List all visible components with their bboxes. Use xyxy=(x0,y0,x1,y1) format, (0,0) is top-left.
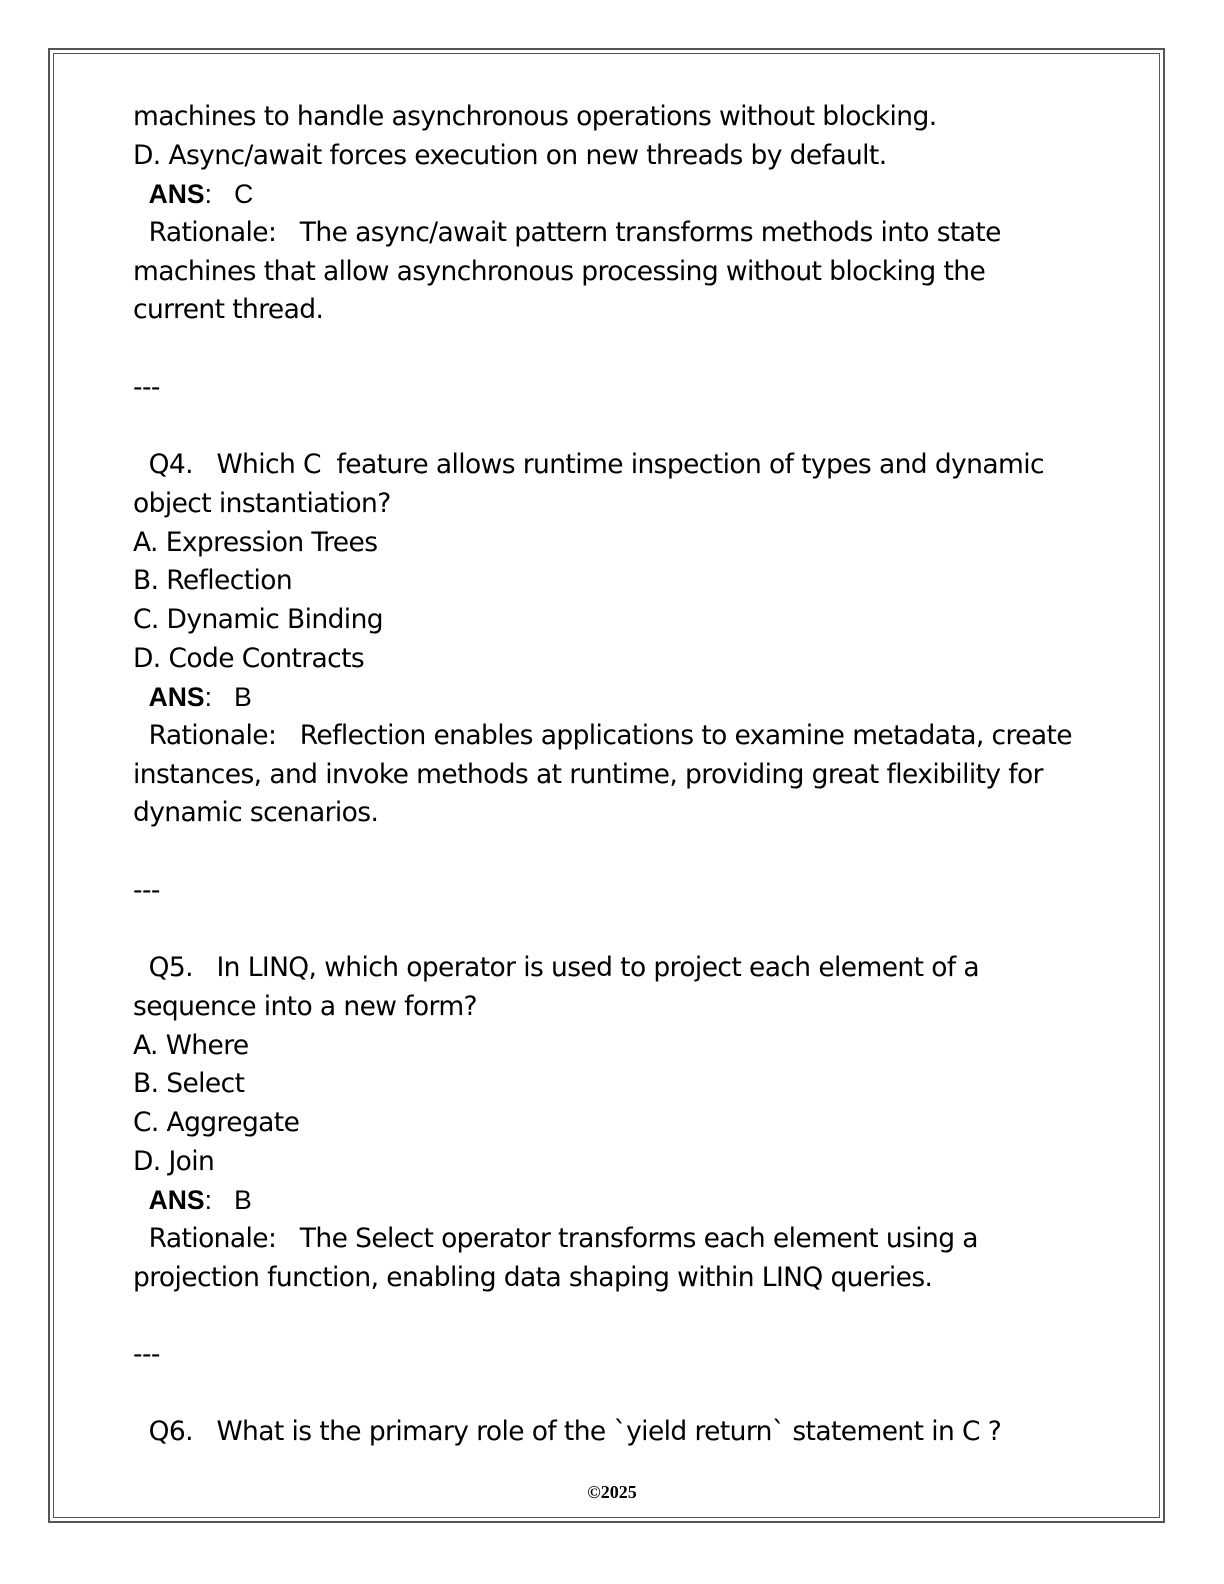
answer-value: C xyxy=(234,179,254,210)
separator: --- xyxy=(133,1339,160,1370)
spacer xyxy=(133,408,1093,447)
text-line: instances, and invoke methods at runtime, providing great flexibility for xyxy=(133,758,1043,790)
answer-label: ANS xyxy=(148,682,205,713)
option-c-q4: C. Dynamic Binding xyxy=(133,603,383,635)
option-d-q3: D. Async/await forces execution on new threads by default. xyxy=(133,139,887,171)
text-line: current thread. xyxy=(133,294,324,326)
separator: --- xyxy=(133,371,160,403)
text-line: dynamic scenarios. xyxy=(133,797,379,829)
answer-q4: ANS: B xyxy=(148,682,252,713)
copyright-footer: ©2025 xyxy=(587,1482,637,1502)
question-q4: Q4. Which C feature allows runtime inspection of types and dynamic xyxy=(133,449,1044,481)
rationale-q3: Rationale: The async/await pattern transforms methods into state xyxy=(133,217,1001,249)
text-line: object instantiation? xyxy=(133,487,391,519)
answer-q5: ANS: B xyxy=(148,1185,252,1216)
option-a-q5: A. Where xyxy=(133,1029,249,1061)
answer-value: B xyxy=(234,1185,252,1216)
text-line: machines that allow asynchronous processing without blocking the xyxy=(133,255,986,287)
answer-q3: ANS: C xyxy=(148,179,254,210)
answer-label: ANS xyxy=(148,179,205,210)
separator: --- xyxy=(133,874,160,906)
spacer xyxy=(133,910,1093,949)
option-b-q5: B. Select xyxy=(133,1068,245,1100)
option-b-q4: B. Reflection xyxy=(133,565,293,597)
rationale-q5: Rationale: The Select operator transforms each element using a xyxy=(133,1222,978,1254)
question-q6: Q6. What is the primary role of the `yield return` statement in C ? xyxy=(133,1416,1002,1448)
spacer xyxy=(133,330,1093,369)
answer-value: B xyxy=(234,682,252,713)
document-body xyxy=(133,98,1093,1452)
option-d-q4: D. Code Contracts xyxy=(133,642,365,674)
text-line: projection function, enabling data shaping within LINQ queries. xyxy=(133,1261,933,1293)
answer-label: ANS xyxy=(148,1185,205,1216)
option-a-q4: A. Expression Trees xyxy=(133,526,378,558)
text-line: sequence into a new form? xyxy=(133,990,478,1022)
option-d-q5: D. Join xyxy=(133,1145,215,1177)
spacer xyxy=(133,1375,1093,1414)
text-line: machines to handle asynchronous operations without blocking. xyxy=(133,101,937,132)
question-q5: Q5. In LINQ, which operator is used to project each element of a xyxy=(133,952,980,984)
option-c-q5: C. Aggregate xyxy=(133,1106,300,1138)
spacer xyxy=(133,833,1093,872)
spacer xyxy=(133,1297,1093,1336)
rationale-q4: Rationale: Reflection enables applications to examine metadata, create xyxy=(133,720,1073,751)
